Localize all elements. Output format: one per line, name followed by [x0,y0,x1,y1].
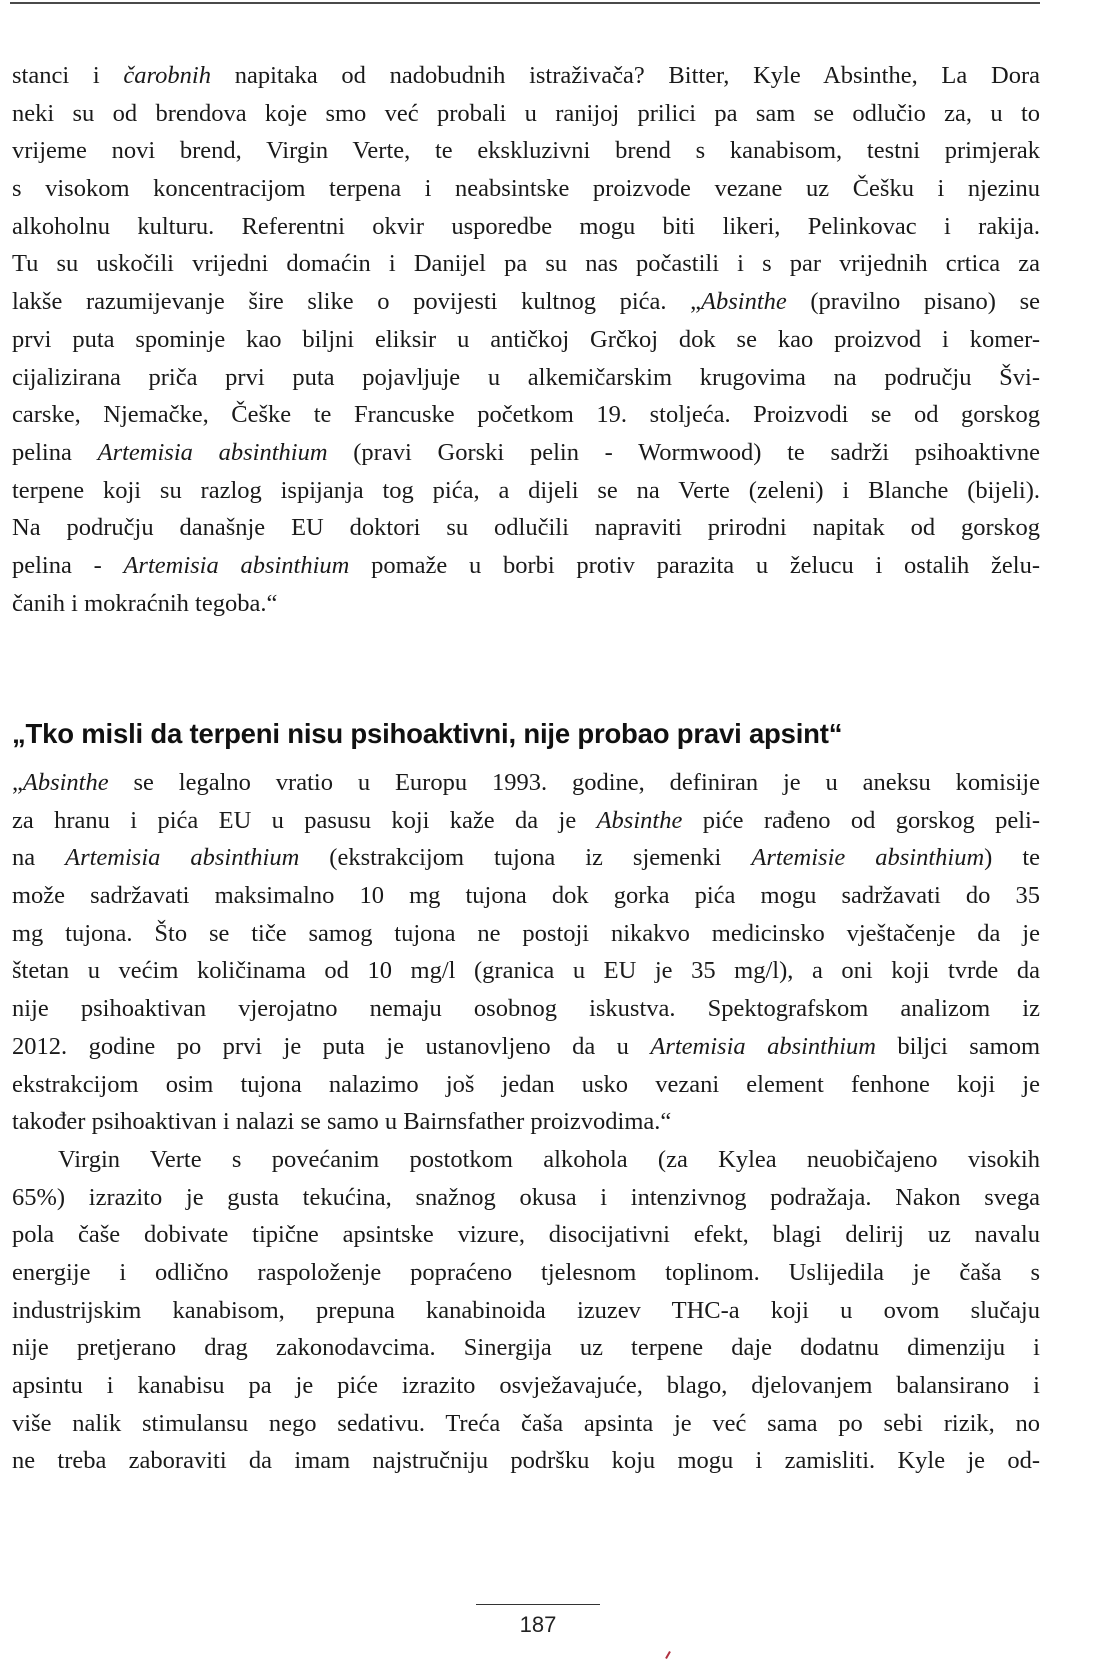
text-line [12,1141,1040,1179]
body-section-1 [12,57,1040,622]
text-line [12,1405,1040,1443]
text-segment: 2012. godine po prvi je puta je ustanovljeno da u [12,1032,651,1060]
text-segment: apsintu i kanabisu pa je piće izrazito osvježavajuće, blago, djelovanjem balansirano i [12,1372,1040,1399]
text-line [12,132,1040,170]
text-line [12,990,1040,1028]
text-line [12,170,1040,208]
text-line [12,764,1040,802]
text-segment: terpene koji su razlog ispijanja tog pića, a dijeli se na Verte (zeleni) i Blanche (bijeli). [12,476,1040,504]
text-segment: napitaka od nadobudnih istraživača? Bitter, Kyle Absinthe, La Dora [210,62,1040,89]
text-line [12,1028,1040,1066]
text-segment: biljci samom [875,1032,1041,1060]
italic-term: čarobnih [123,62,211,89]
text-segment: čanih i mokraćnih tegoba.“ [12,589,278,617]
text-segment: pola čaše dobivate tipične apsintske vizure, disocijativni efekt, blagi delirij uz navalu [12,1221,1040,1249]
text-line [12,915,1040,953]
italic-term: Artemisia absinthium [65,844,300,872]
italic-term: Artemisie absinthium [751,844,985,872]
body-section-2 [12,764,1040,1480]
text-segment: energije i odlično raspoloženje popraćeno tjelesnom toplinom. Uslijedila je čaša s [12,1258,1040,1286]
text-line [12,396,1040,434]
text-segment: (pravilno pisano) se [786,288,1040,316]
text-segment: ekstrakcijom osim tujona nalazimo još jedan usko vezani element fenhone koji je [12,1070,1040,1098]
page-number: 187 [519,1612,557,1637]
text-segment: ) te [984,844,1040,872]
italic-term: Absinthe [22,769,109,796]
text-line [12,839,1040,877]
text-line [12,547,1040,585]
text-segment: pomaže u borbi protiv parazita u želucu i ostalih želu- [349,551,1040,579]
italic-term: Absinthe [701,288,787,316]
text-line [12,802,1040,840]
text-line [12,509,1040,547]
text-line [12,1254,1040,1292]
text-line [12,877,1040,915]
text-line [12,952,1040,990]
text-line [12,1179,1040,1217]
text-line [12,1292,1040,1330]
text-segment: ne treba zaboraviti da imam najstručniju podršku koju mogu i zamisliti. Kyle je od- [12,1447,1040,1475]
text-segment: štetan u većim količinama od 10 mg/l (granica u EU je 35 mg/l), a oni koji tvrde da [12,957,1040,985]
text-segment: (pravi Gorski pelin - Wormwood) te sadrži psihoaktivne [327,438,1040,466]
page-number-rule [476,1604,600,1605]
text-segment: nije psihoaktivan vjerojatno nemaju osobnog iskustva. Spektografskom analizom iz [12,995,1040,1023]
text-line [12,1442,1040,1480]
pen-mark [665,1651,671,1659]
text-segment: vrijeme novi brend, Virgin Verte, te ekskluzivni brend s kanabisom, testni primjerak [12,137,1040,165]
text-line [12,585,1040,623]
text-segment: za hranu i pića EU u pasusu koji kaže da je [12,806,597,834]
text-segment: pelina [12,438,98,466]
text-segment: industrijskim kanabisom, prepuna kanabinoida izuzev THC-a koji u ovom slučaju [12,1296,1040,1324]
text-segment: s visokom koncentracijom terpena i neabsintske proizvode vezane uz Češku i njezinu [12,175,1040,203]
italic-term: Artemisia absinthium [97,438,328,466]
text-segment: cijalizirana priča prvi puta pojavljuje u alkemičarskim krugovima na području Švi- [12,363,1040,391]
text-line [12,321,1040,359]
text-segment: mg tujona. Što se tiče samog tujona ne postoji nikakvo medicinsko vještačenje da je [12,919,1040,947]
text-segment: Na području današnje EU doktori su odlučili napraviti prirodni napitak od gorskog [12,514,1040,542]
text-line [12,359,1040,397]
text-segment: stanci i [12,62,124,89]
text-line [12,57,1040,95]
text-line [12,245,1040,283]
text-line [12,1367,1040,1405]
text-segment: nije pretjerano drag zakonodavcima. Sinergija uz terpene daje dodatnu dimenziju i [12,1334,1040,1362]
section-heading: „Tko misli da terpeni nisu psihoaktivni, nije probao pravi apsint“ [12,718,843,749]
text-line [12,283,1040,321]
text-segment: na [12,844,66,872]
italic-term: Artemisia absinthium [123,551,350,579]
text-segment: Tu su uskočili vrijedni domaćin i Danijel pa su nas počastili i s par vrijednih crtica za [12,250,1040,278]
text-segment: prvi puta spominje kao biljni eliksir u antičkoj Grčkoj dok se kao proizvod i komer- [12,325,1040,353]
text-segment: može sadržavati maksimalno 10 mg tujona dok gorka pića mogu sadržavati do 35 [12,882,1040,910]
text-line [12,1103,1040,1141]
text-line [12,208,1040,246]
text-line [12,472,1040,510]
text-line [12,1329,1040,1367]
text-line [12,1066,1040,1104]
italic-term: Artemisia absinthium [650,1032,876,1060]
text-segment: više nalik stimulansu nego sedativu. Treća čaša apsinta je već sama po sebi rizik, no [12,1409,1040,1437]
text-segment: se legalno vratio u Europu 1993. godine, definiran je u aneksu komisije [108,769,1040,796]
text-line [12,95,1040,133]
text-segment: piće rađeno od gorskog peli- [682,806,1040,834]
text-segment: neki su od brendova koje smo već probali u ranijoj prilici pa sam se odlučio za, u to [12,99,1040,127]
text-segment: „ [12,769,23,796]
text-segment: 65%) izrazito je gusta tekućina, snažnog okusa i intenzivnog podražaja. Nakon svega [12,1183,1040,1211]
italic-term: Absinthe [596,806,683,834]
text-segment: Virgin Verte s povećanim postotkom alkohola (za Kylea neuobičajeno visokih [58,1145,1040,1173]
text-line [12,434,1040,472]
text-segment: alkoholnu kulturu. Referentni okvir usporedbe mogu biti likeri, Pelinkovac i rakija. [12,212,1040,240]
text-segment: također psihoaktivan i nalazi se samo u Bairnsfather proizvodima.“ [12,1108,672,1136]
text-line [12,1216,1040,1254]
text-segment: (ekstrakcijom tujona iz sjemenki [299,844,752,872]
text-segment: carske, Njemačke, Češke te Francuske početkom 19. stoljeća. Proizvodi se od gorskog [12,401,1040,429]
text-segment: pelina - [12,551,124,579]
header-rule [10,2,1040,4]
text-segment: lakše razumijevanje šire slike o povijesti kultnog pića. „ [12,288,702,316]
